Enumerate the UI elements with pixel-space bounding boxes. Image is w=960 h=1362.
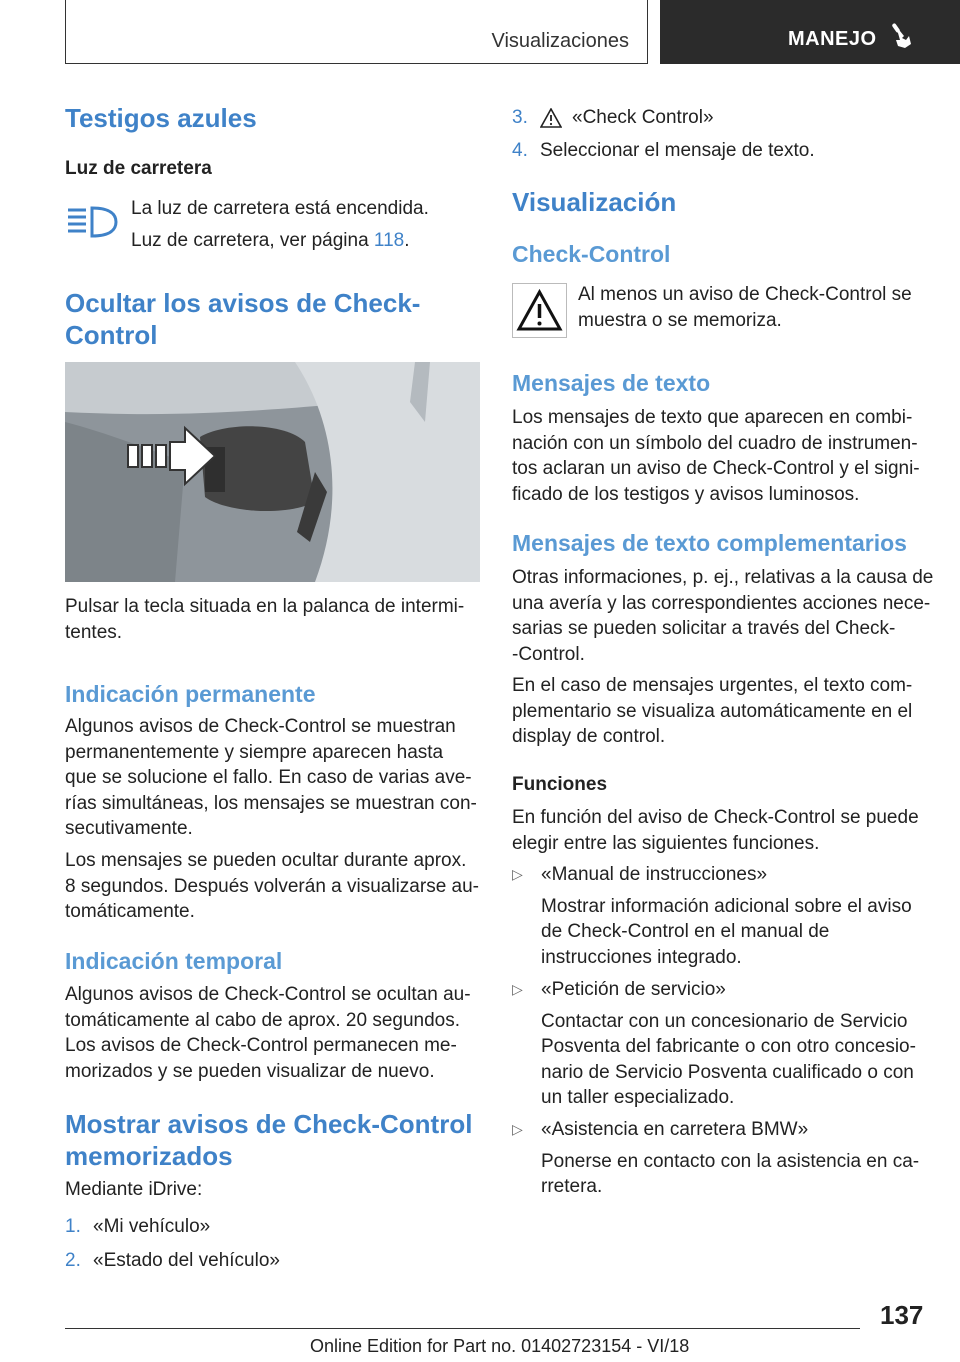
heading-luz-carretera: Luz de carretera <box>65 158 212 179</box>
text-line: sarias se pueden solicitar a través del Check- <box>512 618 896 639</box>
heading-check-control: Check-Control <box>512 241 671 267</box>
perm-paragraph-2 <box>65 848 479 925</box>
text-line: Mostrar información adicional sobre el aviso <box>541 895 912 917</box>
photo-caption <box>65 594 464 645</box>
heading-mostrar <box>65 1108 472 1172</box>
step-number: 2. <box>65 1250 81 1271</box>
heading-mensajes-complementarios: Mensajes de texto complementarios <box>512 530 907 556</box>
text-line: -Control. <box>512 643 585 665</box>
footer-edition: Online Edition for Part no. 01402723154 - VI/18 <box>310 1336 690 1356</box>
heading-indicacion-temporal: Indicación temporal <box>65 948 283 974</box>
function-title: «Asistencia en carretera BMW» <box>541 1119 809 1140</box>
text-line: instrucciones integrado. <box>541 946 742 968</box>
heading-indicacion-permanente: Indicación permanente <box>65 681 316 707</box>
luz-text-2-post: . <box>404 230 410 251</box>
step-2 <box>65 1248 280 1274</box>
text-line: de Check-Control en el manual de <box>541 921 830 942</box>
step-number: 1. <box>65 1216 81 1237</box>
text-line: secutivamente. <box>65 818 193 839</box>
heading-mostrar-line1: Mostrar avisos de Check-Control <box>65 1109 473 1139</box>
heading-ocultar <box>65 287 420 351</box>
text-line: muestra o se memoriza. <box>578 309 782 331</box>
text-line: nación con un símbolo del cuadro de instrumen- <box>512 432 918 454</box>
photo-caption-line1: Pulsar la tecla situada en la palanca de intermi- <box>65 596 465 617</box>
text-line: que se solucione el fallo. En caso de varias ave- <box>65 767 472 788</box>
text-line: 8 segundos. Después volverán a visualizarse au- <box>65 875 480 897</box>
step-number: 4. <box>512 140 528 161</box>
function-title: «Petición de servicio» <box>541 979 726 1000</box>
text-line: display de control. <box>512 726 666 747</box>
text-line: Posventa del fabricante o con otro concesio- <box>541 1036 916 1057</box>
text-line: nario de Servicio Posventa cualificado o con <box>541 1061 914 1083</box>
compl-paragraph-1 <box>512 565 933 667</box>
text-line: Algunos avisos de Check-Control se ocultan au- <box>65 984 471 1005</box>
mediante-idrive: Mediante iDrive: <box>65 1179 203 1200</box>
mensajes-paragraph <box>512 405 920 507</box>
text-line: En función del aviso de Check-Control se puede <box>512 807 919 828</box>
bullet-triangle-icon: ▷ <box>512 981 523 997</box>
text-line: un taller especializado. <box>541 1087 735 1108</box>
heading-testigos-azules: Testigos azules <box>65 103 257 133</box>
compl-paragraph-2 <box>512 673 912 750</box>
text-line: ficado de los testigos y avisos luminosos. <box>512 483 860 505</box>
header-section-title: Visualizaciones <box>491 30 629 52</box>
function-title: «Manual de instrucciones» <box>541 864 768 885</box>
header-section-box <box>65 0 648 64</box>
text-line: tomáticamente. <box>65 901 195 922</box>
step-4 <box>512 138 815 164</box>
page-number: 137 <box>880 1300 924 1330</box>
text-line: una avería y las correspondientes acciones nece- <box>512 592 931 614</box>
step-1 <box>65 1214 211 1240</box>
page-link-118[interactable]: 118 <box>373 230 405 251</box>
header-chapter-label: MANEJO <box>788 28 877 50</box>
text-line: plementario se visualiza automáticamente en el <box>512 700 913 722</box>
heading-mensajes-texto: Mensajes de texto <box>512 370 711 396</box>
temp-paragraph <box>65 982 471 1084</box>
text-line: morizados y se pueden visualizar de nuevo. <box>65 1060 435 1082</box>
text-line: Los avisos de Check-Control permanecen me- <box>65 1035 457 1056</box>
high-beam-icon <box>66 205 120 239</box>
luz-text-2-pre: Luz de carretera, ver página <box>131 230 374 251</box>
step-text: «Mi vehículo» <box>93 1216 211 1237</box>
check-control-text <box>578 282 912 333</box>
step-text: Seleccionar el mensaje de texto. <box>540 140 815 161</box>
heading-ocultar-line1: Ocultar los avisos de Check- <box>65 288 421 318</box>
text-line: Al menos un aviso de Check-Control se <box>578 284 912 305</box>
step-text: «Check Control» <box>572 107 714 128</box>
hand-pointer-icon <box>892 22 918 50</box>
heading-mostrar-line2: memorizados <box>65 1141 233 1171</box>
turn-signal-lever-photo <box>65 362 480 582</box>
text-line: permanentemente y siempre aparecen hasta <box>65 741 444 763</box>
text-line: Otras informaciones, p. ej., relativas a la causa de <box>512 567 934 588</box>
text-line: tomáticamente al cabo de aprox. 20 segundos. <box>65 1009 461 1031</box>
text-line: En el caso de mensajes urgentes, el texto com- <box>512 675 913 696</box>
text-line: Algunos avisos de Check-Control se muestran <box>65 716 456 737</box>
perm-paragraph-1 <box>65 714 477 842</box>
header-chapter-tab <box>660 0 960 64</box>
text-line: rías simultáneas, los mensajes se muestran con- <box>65 792 477 814</box>
step-text: «Estado del vehículo» <box>93 1250 280 1271</box>
funciones-paragraph <box>512 805 919 856</box>
text-line: Contactar con un concesionario de Servicio <box>541 1010 908 1032</box>
text-line: rretera. <box>541 1176 603 1197</box>
bullet-triangle-icon: ▷ <box>512 1121 523 1137</box>
bullet-triangle-icon: ▷ <box>512 866 523 882</box>
footer-divider <box>65 1328 860 1329</box>
luz-text-1: La luz de carretera está encendida. <box>131 198 429 219</box>
text-line: tos aclaran un aviso de Check-Control y el signi- <box>512 458 920 479</box>
text-line: Los mensajes se pueden ocultar durante aprox. <box>65 850 467 871</box>
step-3 <box>512 105 714 131</box>
heading-ocultar-line2: Control <box>65 320 158 350</box>
warning-triangle-icon <box>513 284 566 337</box>
text-line: Ponerse en contacto con la asistencia en ca- <box>541 1150 920 1172</box>
text-line: Los mensajes de texto que aparecen en combi- <box>512 407 913 428</box>
warning-triangle-icon <box>540 108 562 128</box>
luz-text-2 <box>131 228 410 254</box>
text-line: elegir entre las siguientes funciones. <box>512 832 820 854</box>
photo-caption-line2: tentes. <box>65 621 123 643</box>
step-number: 3. <box>512 107 528 128</box>
heading-funciones: Funciones <box>512 774 608 795</box>
heading-visualizacion: Visualización <box>512 187 677 217</box>
check-control-symbol-box <box>512 283 567 338</box>
